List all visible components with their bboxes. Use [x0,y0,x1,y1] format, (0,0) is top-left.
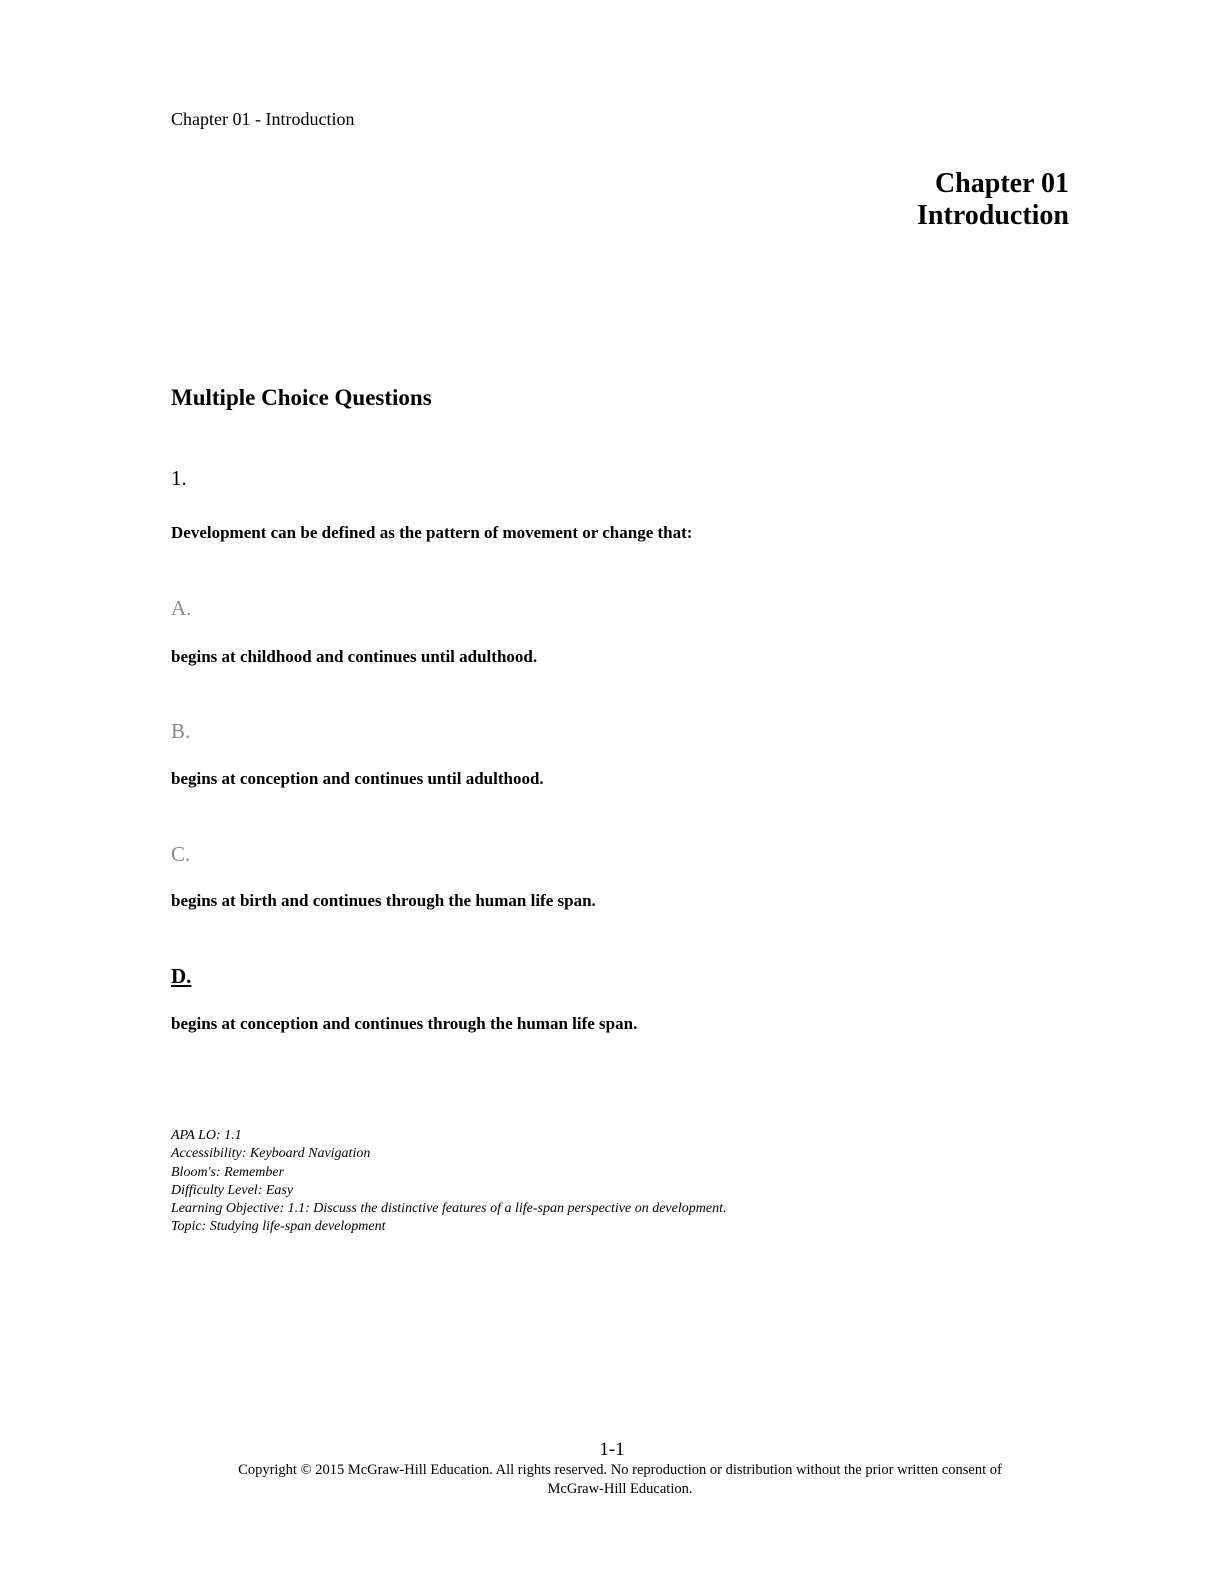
meta-apa-lo: APA LO: 1.1 [171,1128,242,1143]
meta-difficulty: Difficulty Level: Easy [171,1182,294,1198]
option-a-text: begins at childhood and continues until adulthood. [171,647,538,666]
option-c-letter: C. [171,842,191,866]
copyright-notice [190,1461,1050,1499]
option-d-text: begins at conception and continues through the human life span. [171,1014,638,1033]
question-number: 1. [171,466,187,490]
copyright-line-2: McGraw-Hill Education. [547,1481,693,1497]
meta-topic: Topic: Studying life-span development [171,1219,386,1235]
option-c-text: begins at birth and continues through the human life span. [171,891,596,910]
page-number: 1-1 [599,1439,625,1460]
copyright-line-1: Copyright © 2015 McGraw-Hill Education. All rights reserved. No reproduction or distribution without the prior written consent of [238,1462,1002,1478]
question-text: Development can be defined as the pattern of movement or change that: [171,523,693,542]
chapter-title [917,168,1069,232]
option-b-text: begins at conception and continues until adulthood. [171,769,544,788]
section-heading: Multiple Choice Questions [171,385,432,410]
chapter-number: Chapter 01 [934,168,1069,199]
running-header: Chapter 01 - Introduction [171,109,355,129]
chapter-name: Introduction [917,200,1069,231]
question-metadata [171,1127,726,1237]
meta-accessibility: Accessibility: Keyboard Navigation [171,1146,371,1162]
option-d-letter-correct: D. [171,964,192,988]
option-b-letter: B. [171,719,191,743]
meta-blooms: Bloom's: Remember [171,1164,285,1180]
option-a-letter: A. [171,596,192,620]
meta-learning-objective: Learning Objective: 1.1: Discuss the distinctive features of a life-span perspective on development. [171,1201,727,1217]
